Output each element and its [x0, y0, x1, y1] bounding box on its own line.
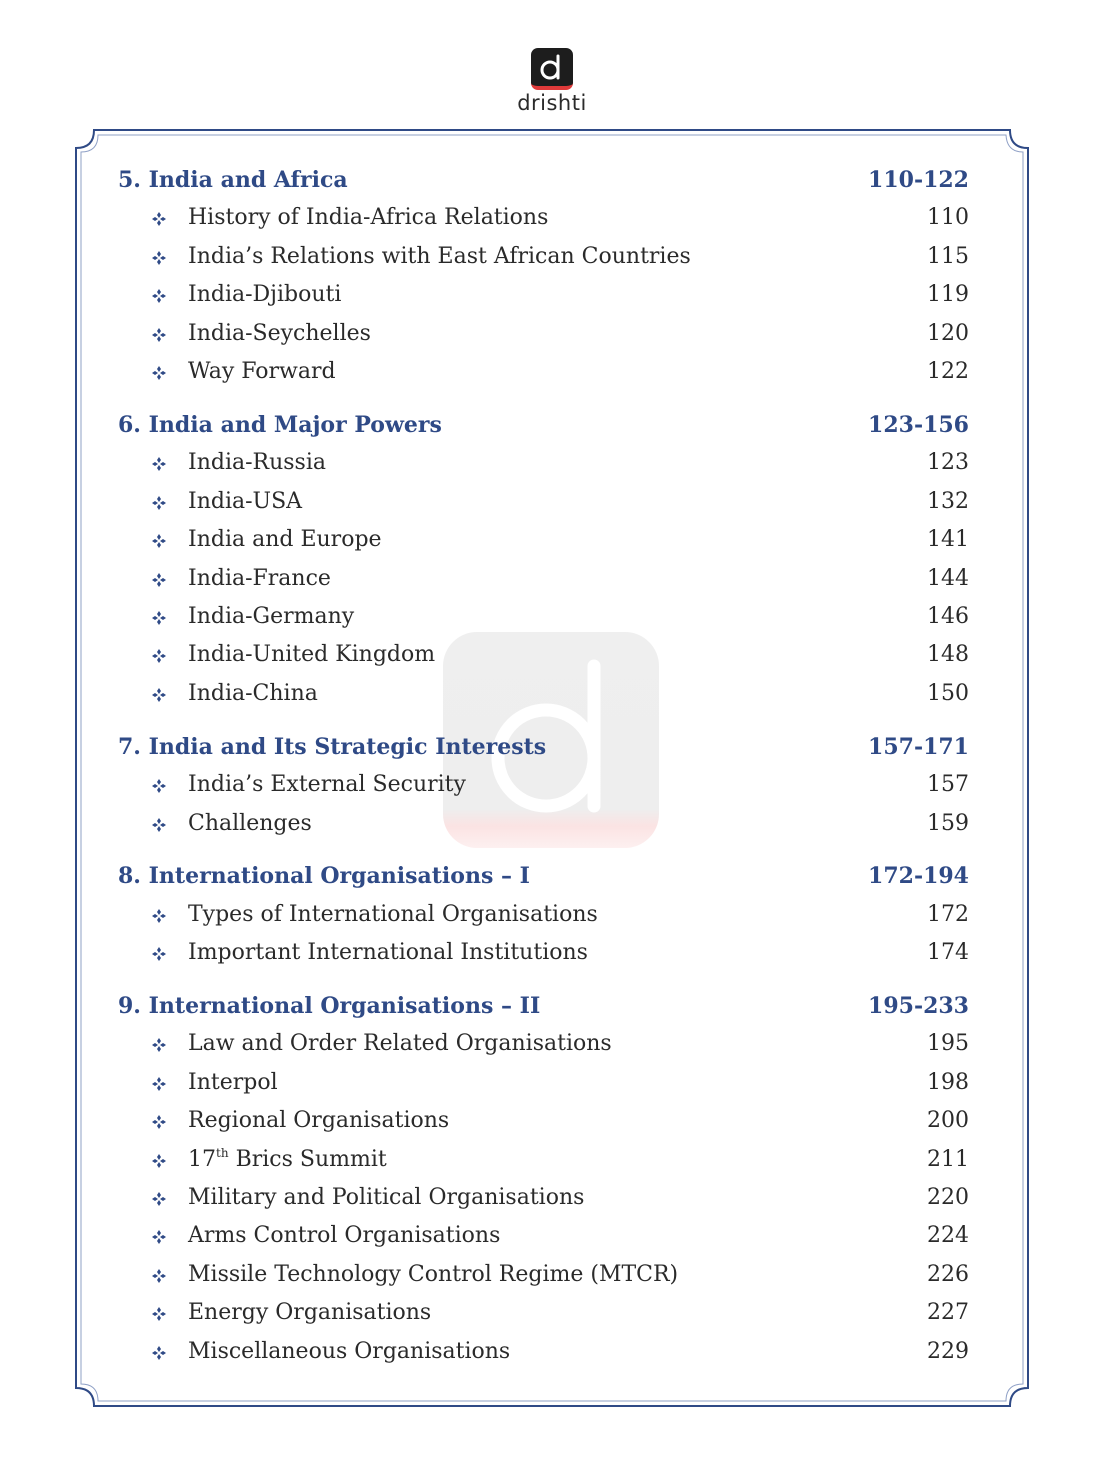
diamond-bullet-icon: [151, 687, 167, 703]
section-title: 9. International Organisations – II: [118, 993, 541, 1019]
entry-page-number: 144: [927, 566, 969, 591]
diamond-bullet-icon: [151, 288, 167, 304]
brand-logo: [514, 48, 590, 115]
entry-ordinal-suffix: th: [216, 1146, 229, 1160]
diamond-bullet-icon: [151, 1229, 167, 1245]
logo-d-icon: [531, 48, 573, 90]
diamond-bullet-icon: [151, 1037, 167, 1053]
entry-title: India-China: [188, 681, 318, 706]
entry-page-number: 123: [927, 450, 969, 475]
entry-page-number: 146: [927, 604, 969, 629]
entry-page-number: 211: [927, 1147, 969, 1172]
entry-ordinal: 17: [188, 1147, 216, 1172]
entry-title-text: Brics Summit: [235, 1147, 387, 1172]
entry-page-number: 200: [927, 1108, 969, 1133]
entry-page-number: 110: [927, 205, 969, 230]
entry-title: Way Forward: [188, 359, 336, 384]
entry-page-number: 226: [927, 1262, 969, 1287]
entry-title: Types of International Organisations: [188, 902, 598, 927]
entry-page-number: 141: [927, 527, 969, 552]
entry-title: India’s External Security: [188, 772, 466, 797]
section-title: 8. International Organisations – I: [118, 863, 530, 889]
entry-title: India-Seychelles: [188, 321, 371, 346]
section-page-range: 172-194: [868, 863, 969, 889]
entry-title: India-Russia: [188, 450, 326, 475]
entry-page-number: 224: [927, 1223, 969, 1248]
diamond-bullet-icon: [151, 946, 167, 962]
diamond-bullet-icon: [151, 817, 167, 833]
entry-page-number: 122: [927, 359, 969, 384]
diamond-bullet-icon: [151, 778, 167, 794]
entry-page-number: 150: [927, 681, 969, 706]
entry-title: Energy Organisations: [188, 1300, 432, 1325]
section-page-range: 110-122: [868, 167, 969, 193]
section-title: 6. India and Major Powers: [118, 412, 442, 438]
entry-title: India-Germany: [188, 604, 355, 629]
entry-title: History of India-Africa Relations: [188, 205, 549, 230]
diamond-bullet-icon: [151, 250, 167, 266]
section-page-range: 123-156: [868, 412, 969, 438]
entry-page-number: 157: [927, 772, 969, 797]
section-page-range: 195-233: [868, 993, 969, 1019]
entry-page-number: 119: [927, 282, 969, 307]
entry-page-number: 220: [927, 1185, 969, 1210]
diamond-bullet-icon: [151, 572, 167, 588]
section-title: 7. India and Its Strategic Interests: [118, 734, 547, 760]
entry-page-number: 227: [927, 1300, 969, 1325]
diamond-bullet-icon: [151, 1153, 167, 1169]
entry-title: India-France: [188, 566, 331, 591]
entry-page-number: 120: [927, 321, 969, 346]
diamond-bullet-icon: [151, 456, 167, 472]
entry-page-number: 229: [927, 1339, 969, 1364]
diamond-bullet-icon: [151, 1076, 167, 1092]
brand-name: drishti: [517, 91, 587, 115]
diamond-bullet-icon: [151, 1191, 167, 1207]
entry-title: Military and Political Organisations: [188, 1185, 585, 1210]
diamond-bullet-icon: [151, 1268, 167, 1284]
entry-title: Challenges: [188, 811, 312, 836]
entry-page-number: 159: [927, 811, 969, 836]
entry-page-number: 174: [927, 940, 969, 965]
entry-title: [188, 1146, 387, 1174]
entry-title: India’s Relations with East African Countries: [188, 244, 691, 269]
diamond-bullet-icon: [151, 327, 167, 343]
diamond-bullet-icon: [151, 648, 167, 664]
entry-title: Important International Institutions: [188, 940, 588, 965]
entry-title: Law and Order Related Organisations: [188, 1031, 612, 1056]
diamond-bullet-icon: [151, 365, 167, 381]
entry-page-number: 148: [927, 642, 969, 667]
entry-title: Miscellaneous Organisations: [188, 1339, 511, 1364]
diamond-bullet-icon: [151, 610, 167, 626]
entry-title: Arms Control Organisations: [188, 1223, 501, 1248]
section-title: 5. India and Africa: [118, 167, 348, 193]
entry-page-number: 132: [927, 489, 969, 514]
entry-title: India-United Kingdom: [188, 642, 436, 667]
section-page-range: 157-171: [868, 734, 969, 760]
entry-title: Missile Technology Control Regime (MTCR): [188, 1262, 679, 1287]
entry-title: India-USA: [188, 489, 303, 514]
entry-page-number: 172: [927, 902, 969, 927]
diamond-bullet-icon: [151, 495, 167, 511]
entry-title: Interpol: [188, 1070, 278, 1095]
diamond-bullet-icon: [151, 533, 167, 549]
entry-title: India-Djibouti: [188, 282, 342, 307]
diamond-bullet-icon: [151, 211, 167, 227]
diamond-bullet-icon: [151, 1114, 167, 1130]
entry-title: India and Europe: [188, 527, 382, 552]
entry-page-number: 115: [927, 244, 969, 269]
entry-page-number: 198: [927, 1070, 969, 1095]
entry-page-number: 195: [927, 1031, 969, 1056]
entry-title: Regional Organisations: [188, 1108, 450, 1133]
diamond-bullet-icon: [151, 908, 167, 924]
diamond-bullet-icon: [151, 1345, 167, 1361]
diamond-bullet-icon: [151, 1306, 167, 1322]
